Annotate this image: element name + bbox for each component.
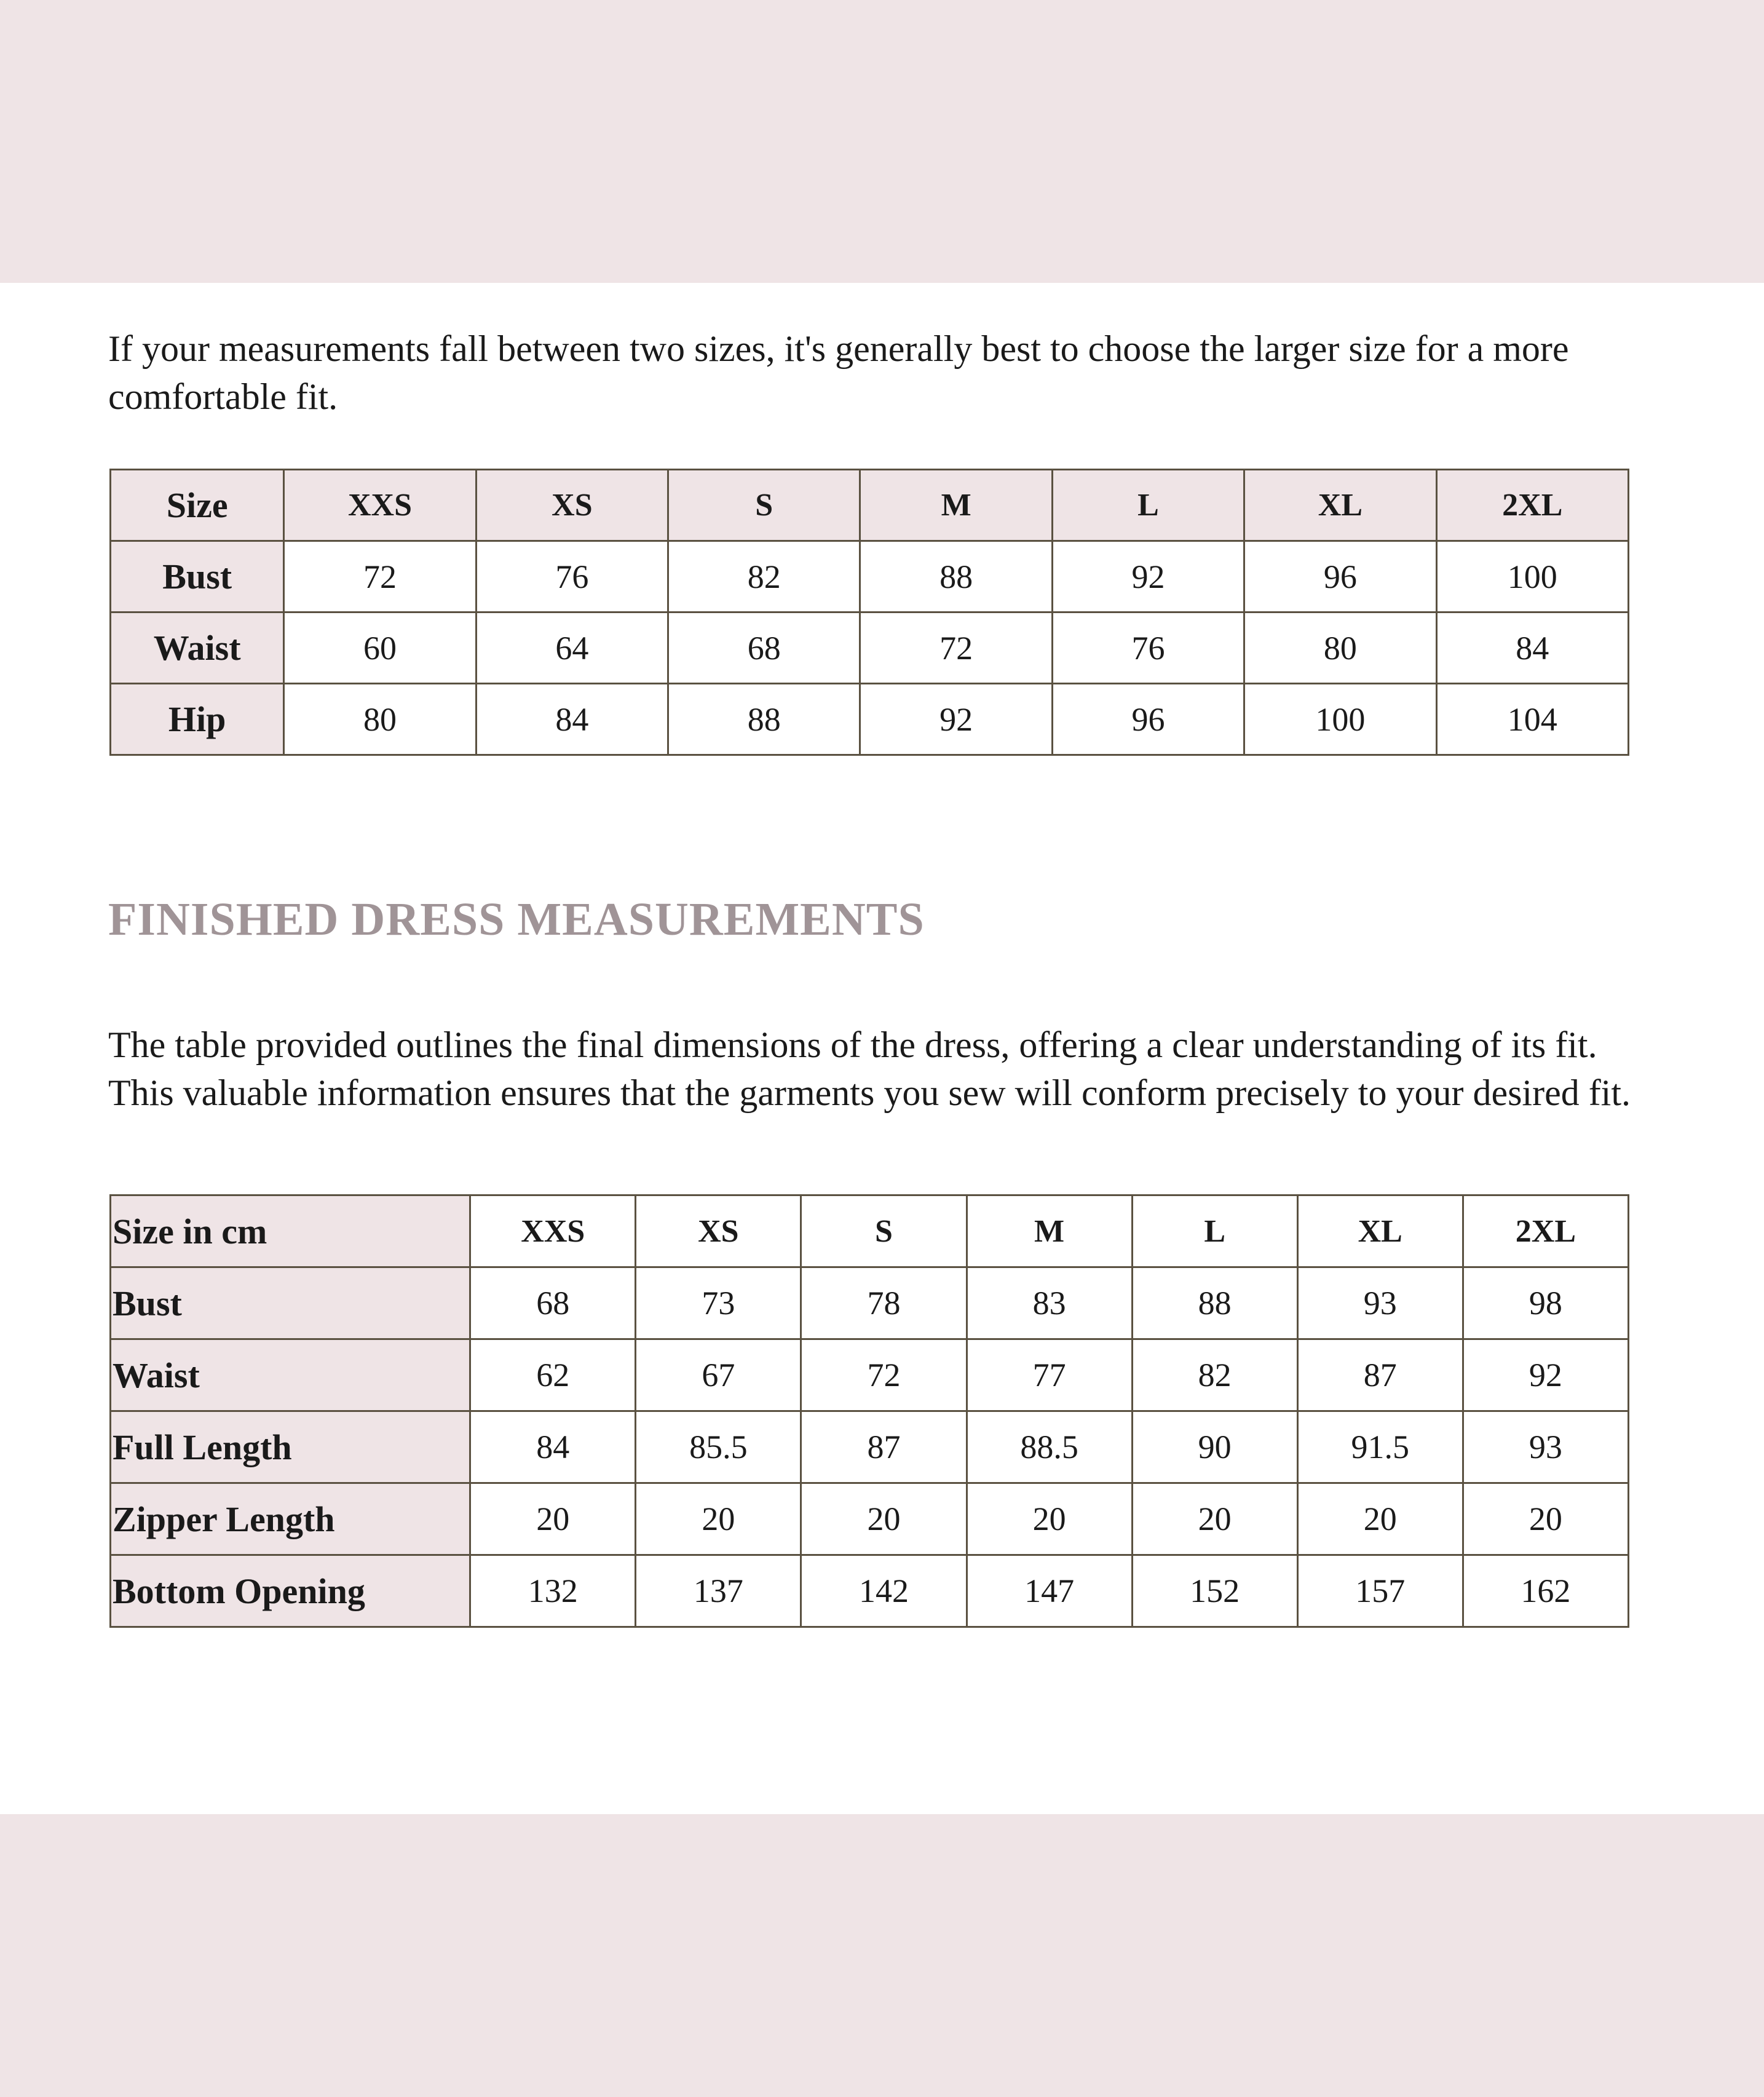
table-cell: 142 [801, 1555, 967, 1627]
row-label: Waist [111, 1339, 470, 1411]
table-cell: 92 [1463, 1339, 1628, 1411]
size-column-header: XS [476, 470, 668, 541]
row-label: Bust [111, 541, 284, 612]
size-column-header: S [668, 470, 860, 541]
table-cell: 82 [1132, 1339, 1297, 1411]
table-cell: 96 [1052, 684, 1244, 755]
table-cell: 88 [668, 684, 860, 755]
table-cell: 20 [636, 1483, 801, 1555]
table-cell: 72 [860, 612, 1052, 684]
table-cell: 93 [1463, 1411, 1628, 1483]
table-cell: 73 [636, 1267, 801, 1339]
size-column-header: XL [1244, 470, 1436, 541]
row-label: Waist [111, 612, 284, 684]
table-cell: 67 [636, 1339, 801, 1411]
table-row [111, 1483, 1629, 1555]
row-label: Full Length [111, 1411, 470, 1483]
table-cell: 152 [1132, 1555, 1297, 1627]
size-header: Size in cm [111, 1195, 470, 1267]
table-cell: 20 [1132, 1483, 1297, 1555]
table-cell: 76 [1052, 612, 1244, 684]
size-header: Size [111, 470, 284, 541]
table-cell: 68 [668, 612, 860, 684]
table-cell: 60 [284, 612, 476, 684]
size-column-header: M [967, 1195, 1132, 1267]
table-cell: 83 [967, 1267, 1132, 1339]
table-row [111, 684, 1629, 755]
table-cell: 162 [1463, 1555, 1628, 1627]
size-column-header: XXS [284, 470, 476, 541]
table-row [111, 1555, 1629, 1627]
table-cell: 87 [1297, 1339, 1463, 1411]
body-measurements-table [109, 469, 1629, 756]
table-cell: 91.5 [1297, 1411, 1463, 1483]
table-cell: 80 [284, 684, 476, 755]
row-label: Bust [111, 1267, 470, 1339]
size-column-header: 2XL [1436, 470, 1628, 541]
table-header-row [111, 1195, 1629, 1267]
table-cell: 93 [1297, 1267, 1463, 1339]
section-paragraph: The table provided outlines the final dimensions of the dress, offering a clear understanding of its fit. This valuable information ensures that the garments you sew will conform precisely to your desired fit. [108, 1025, 1631, 1113]
document-page [0, 283, 1764, 1814]
table-cell: 104 [1436, 684, 1628, 755]
table-cell: 132 [470, 1555, 636, 1627]
table-cell: 157 [1297, 1555, 1463, 1627]
section-title: FINISHED DRESS MEASUREMENTS [108, 894, 925, 945]
table-cell: 88 [860, 541, 1052, 612]
table-cell: 20 [470, 1483, 636, 1555]
table-cell: 147 [967, 1555, 1132, 1627]
table-cell: 100 [1436, 541, 1628, 612]
size-column-header: 2XL [1463, 1195, 1628, 1267]
table-cell: 72 [284, 541, 476, 612]
table-cell: 137 [636, 1555, 801, 1627]
table-row [111, 1339, 1629, 1411]
table-cell: 82 [668, 541, 860, 612]
table-cell: 20 [1463, 1483, 1628, 1555]
table-cell: 98 [1463, 1267, 1628, 1339]
bottom-band [0, 1814, 1764, 2097]
table-cell: 64 [476, 612, 668, 684]
row-label: Hip [111, 684, 284, 755]
row-label: Bottom Opening [111, 1555, 470, 1627]
table-row [111, 1411, 1629, 1483]
table-cell: 90 [1132, 1411, 1297, 1483]
row-label: Zipper Length [111, 1483, 470, 1555]
table-cell: 72 [801, 1339, 967, 1411]
table-row [111, 1267, 1629, 1339]
table-cell: 80 [1244, 612, 1436, 684]
table-cell: 84 [470, 1411, 636, 1483]
table-cell: 20 [801, 1483, 967, 1555]
table-cell: 88 [1132, 1267, 1297, 1339]
size-column-header: S [801, 1195, 967, 1267]
table-row [111, 612, 1629, 684]
table-cell: 76 [476, 541, 668, 612]
table-cell: 77 [967, 1339, 1132, 1411]
table-cell: 62 [470, 1339, 636, 1411]
size-column-header: L [1052, 470, 1244, 541]
table-cell: 68 [470, 1267, 636, 1339]
size-column-header: M [860, 470, 1052, 541]
table-cell: 85.5 [636, 1411, 801, 1483]
table-cell: 92 [860, 684, 1052, 755]
size-column-header: L [1132, 1195, 1297, 1267]
intro-paragraph: If your measurements fall between two sizes, it's generally best to choose the larger size for a more comfortable fit. [108, 328, 1569, 417]
finished-measurements-table [109, 1194, 1629, 1628]
table-cell: 92 [1052, 541, 1244, 612]
size-column-header: XL [1297, 1195, 1463, 1267]
table-row [111, 541, 1629, 612]
table-cell: 20 [967, 1483, 1132, 1555]
size-column-header: XS [636, 1195, 801, 1267]
table-cell: 87 [801, 1411, 967, 1483]
table-cell: 96 [1244, 541, 1436, 612]
table-cell: 84 [1436, 612, 1628, 684]
table-cell: 78 [801, 1267, 967, 1339]
size-column-header: XXS [470, 1195, 636, 1267]
top-band [0, 0, 1764, 283]
table-cell: 84 [476, 684, 668, 755]
table-cell: 100 [1244, 684, 1436, 755]
table-cell: 88.5 [967, 1411, 1132, 1483]
table-header-row [111, 470, 1629, 541]
table-cell: 20 [1297, 1483, 1463, 1555]
